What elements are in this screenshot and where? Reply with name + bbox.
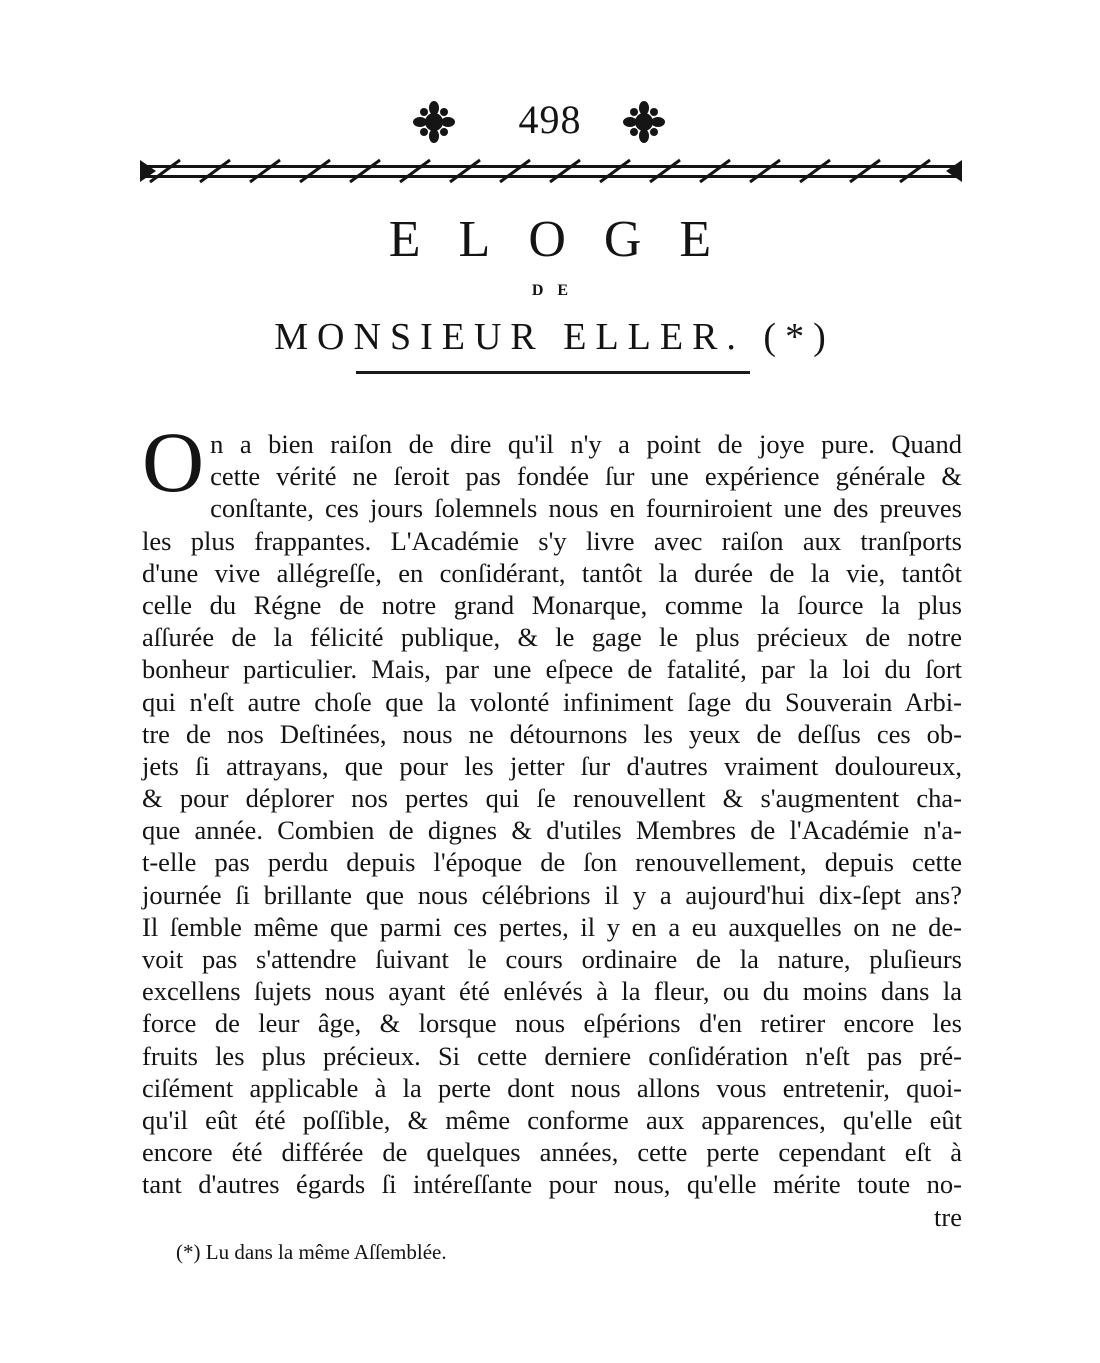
title-de: DE (531, 282, 583, 299)
text-line: ciſément applicable à la perte dont nous allons vous entretenir, quoi- (142, 1072, 962, 1103)
text-line: aſſurée de la félicité publique, & le gage le plus précieux de notre (142, 622, 962, 653)
title-rule (356, 371, 750, 374)
footnote: (*) Lu dans la même Aſſemblée. (176, 1240, 447, 1264)
drop-cap: O (142, 414, 205, 510)
text-line: tre de nos Deſtinées, nous ne détournons les yeux de deſſus ces ob- (142, 718, 962, 749)
text-line: qui n'eſt autre choſe que la volonté infiniment ſage du Souverain Arbi- (142, 686, 962, 717)
text-line: encore été différée de quelques années, cette perte cependant eſt à (142, 1137, 962, 1168)
fleuron-ornament-icon (622, 100, 666, 144)
text-line: fruits les plus précieux. Si cette derniere conſidération n'eſt pas pré- (142, 1040, 962, 1071)
text-line: les plus frappantes. L'Académie s'y livre avec raiſon aux tranſports (142, 525, 962, 556)
text-line: jets ſi attrayans, que pour les jetter ſur d'autres vraiment douloureux, (142, 750, 962, 781)
text-line: que année. Combien de dignes & d'utiles Membres de l'Académie n'a- (142, 815, 962, 846)
text-line: d'une vive allégreſſe, en conſidérant, tantôt la durée de la vie, tantôt (142, 557, 962, 588)
title-eloge: ELOGE (388, 211, 750, 268)
page-header (0, 92, 1100, 152)
page-number: 498 (518, 97, 582, 142)
body-text (142, 414, 962, 1233)
text-line: bonheur particulier. Mais, par une eſpece de fatalité, par la loi du ſort (142, 654, 962, 685)
catchword: tre (934, 1201, 962, 1232)
decorative-band-ornament-icon (140, 156, 962, 186)
text-line: excellens ſujets nous ayant été enlévés à la fleur, ou du moins dans la (142, 976, 962, 1007)
title-monsieur-eller: MONSIEUR ELLER. (*) (274, 316, 835, 358)
text-line: tant d'autres égards ſi intéreſſante pour nous, qu'elle mérite toute no- (142, 1169, 962, 1200)
text-line: t-elle pas perdu depuis l'époque de ſon renouvellement, depuis cette (142, 847, 962, 878)
text-line: & pour déplorer nos pertes qui ſe renouvellent & s'augmentent cha- (142, 783, 962, 814)
fleuron-ornament-icon (412, 100, 456, 144)
text-line: qu'il eût été poſſible, & même conforme aux apparences, qu'elle eût (142, 1104, 962, 1135)
text-line: voit pas s'attendre ſuivant le cours ordinaire de la nature, pluſieurs (142, 944, 962, 974)
text-line: force de leur âge, & lorsque nous eſpérions d'en retirer encore les (142, 1008, 962, 1039)
text-line: journée ſi brillante que nous célébrions il y a aujourd'hui dix-ſept ans? (142, 879, 962, 910)
text-line: n a bien raiſon de dire qu'il n'y a point de joye pure. Quand (210, 429, 962, 459)
text-line: conſtante, ces jours ſolemnels nous en fourniroient une des preuves (210, 493, 962, 524)
text-line: celle du Régne de notre grand Monarque, comme la ſource la plus (142, 589, 962, 620)
text-line: Il ſemble même que parmi ces pertes, il y en a eu auxquelles on ne de- (142, 911, 962, 942)
text-line: cette vérité ne ſeroit pas fondée ſur une expérience générale & (210, 461, 962, 492)
